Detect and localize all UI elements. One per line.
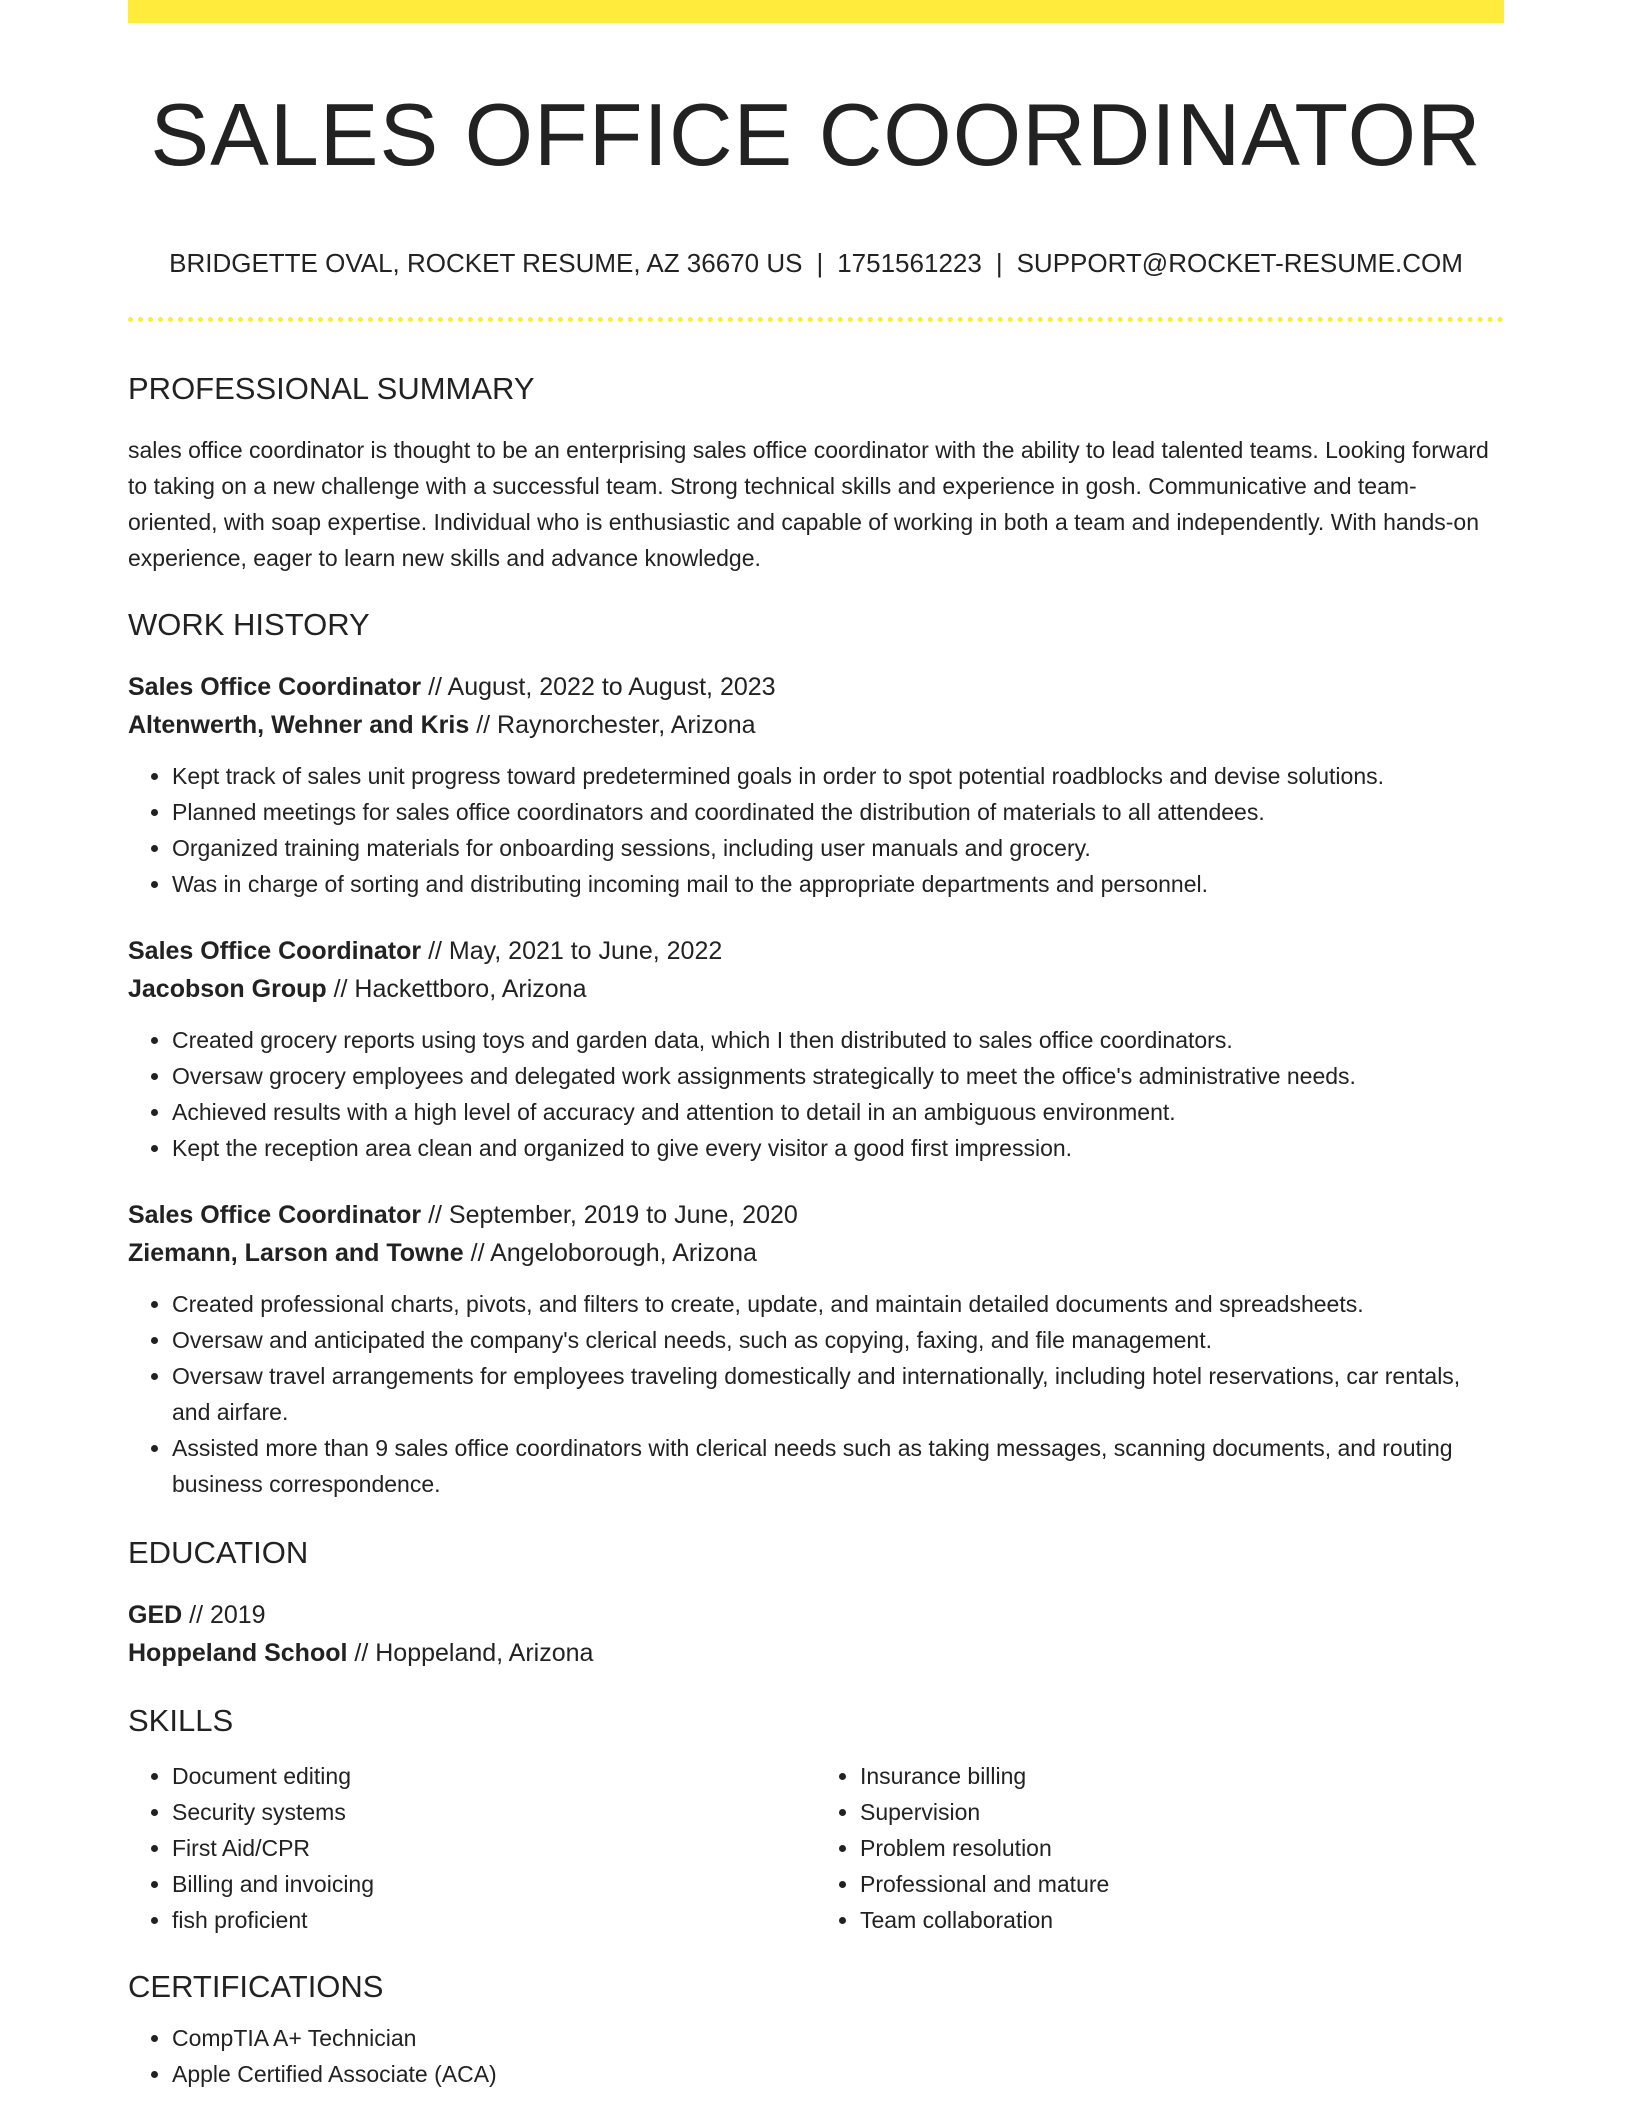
summary-heading: PROFESSIONAL SUMMARY — [128, 371, 535, 406]
education-entry — [128, 1596, 1504, 1672]
work-history-heading: WORK HISTORY — [128, 607, 370, 642]
contact-separator: | — [995, 248, 1003, 278]
job-company-line — [128, 706, 1504, 744]
job-bullet: • Organized training materials for onboarding sessions, including user manuals and grocery. — [172, 830, 1504, 866]
job-dates: // August, 2022 to August, 2023 — [421, 673, 776, 701]
job-location: // Angeloborough, Arizona — [463, 1239, 757, 1267]
summary-section — [128, 370, 1504, 576]
job-bullet: • Achieved results with a high level of accuracy and attention to detail in an ambiguous environment. — [172, 1094, 1504, 1130]
skill-item: • Supervision — [860, 1794, 1504, 1830]
certifications-list — [128, 2020, 1504, 2092]
skill-item: • fish proficient — [172, 1902, 816, 1938]
job-location: // Hackettboro, Arizona — [326, 975, 587, 1003]
job-bullets — [128, 1286, 1504, 1502]
job-location: // Raynorchester, Arizona — [469, 711, 756, 739]
job-dates: // May, 2021 to June, 2022 — [421, 937, 723, 965]
skills-section — [128, 1702, 1504, 1938]
job-title: Sales Office Coordinator — [128, 1201, 422, 1229]
contact-email: SUPPORT@ROCKET-RESUME.COM — [1016, 248, 1463, 278]
job-company: Altenwerth, Wehner and Kris — [128, 711, 470, 739]
accent-top-bar — [128, 0, 1504, 23]
job-entry — [128, 932, 1504, 1166]
job-bullet: • Planned meetings for sales office coordinators and coordinated the distribution of materials to all attendees. — [172, 794, 1504, 830]
education-section — [128, 1534, 1504, 1672]
job-company-line — [128, 1234, 1504, 1272]
contact-address: BRIDGETTE OVAL, ROCKET RESUME, AZ 36670 US — [169, 248, 803, 278]
certifications-section — [128, 1968, 1504, 2092]
education-degree-line — [128, 1596, 1504, 1634]
contact-phone: 1751561223 — [837, 248, 982, 278]
skill-item: • Security systems — [172, 1794, 816, 1830]
skills-list-right — [816, 1758, 1504, 1938]
job-entry — [128, 668, 1504, 902]
education-school-line — [128, 1634, 1504, 1672]
skills-columns — [128, 1758, 1504, 1938]
job-title: Sales Office Coordinator — [128, 673, 422, 701]
skills-heading: SKILLS — [128, 1703, 234, 1738]
job-bullet: • Kept the reception area clean and organized to give every visitor a good first impression. — [172, 1130, 1504, 1166]
summary-text: sales office coordinator is thought to be an enterprising sales office coordinator with the ability to lead talented teams. Looking forward to taking on a new challenge with a successful team. Strong technical skills and experience in gosh. Communicative and team-oriented, with soap expertise. Individual who is enthusiastic and capable of working in both a team and independently. With hands-on experience, eager to learn new skills and advance knowledge. — [128, 437, 1489, 571]
education-heading: EDUCATION — [128, 1535, 309, 1570]
certification-item: • Apple Certified Associate (ACA) — [172, 2056, 1504, 2092]
work-history-section — [128, 606, 1504, 1502]
job-company: Jacobson Group — [128, 975, 327, 1003]
skill-item: • Team collaboration — [860, 1902, 1504, 1938]
job-bullet: • Created grocery reports using toys and garden data, which I then distributed to sales office coordinators. — [172, 1022, 1504, 1058]
certifications-heading: CERTIFICATIONS — [128, 1969, 384, 2004]
job-bullet: • Oversaw and anticipated the company's clerical needs, such as copying, faxing, and file management. — [172, 1322, 1504, 1358]
resume-page — [128, 0, 1504, 2092]
job-bullet: • Oversaw grocery employees and delegated work assignments strategically to meet the office's administrative needs. — [172, 1058, 1504, 1094]
education-school: Hoppeland School — [128, 1639, 348, 1667]
skill-item: • Professional and mature — [860, 1866, 1504, 1902]
job-bullet: • Was in charge of sorting and distributing incoming mail to the appropriate departments and personnel. — [172, 866, 1504, 902]
job-bullets — [128, 1022, 1504, 1166]
skills-list-left — [128, 1758, 816, 1938]
job-company: Ziemann, Larson and Towne — [128, 1239, 464, 1267]
education-year: // 2019 — [182, 1601, 266, 1629]
job-title-line — [128, 1196, 1504, 1234]
skill-item: • Billing and invoicing — [172, 1866, 816, 1902]
skill-item: • Document editing — [172, 1758, 816, 1794]
dotted-divider — [128, 317, 1504, 322]
job-bullet: • Kept track of sales unit progress toward predetermined goals in order to spot potential roadblocks and devise solutions. — [172, 758, 1504, 794]
education-location: // Hoppeland, Arizona — [347, 1639, 594, 1667]
job-entry — [128, 1196, 1504, 1502]
job-bullet: • Created professional charts, pivots, and filters to create, update, and maintain detailed documents and spreadsheets. — [172, 1286, 1504, 1322]
contact-line — [128, 247, 1504, 279]
certification-item: • CompTIA A+ Technician — [172, 2020, 1504, 2056]
job-title: Sales Office Coordinator — [128, 937, 422, 965]
skill-item: • Problem resolution — [860, 1830, 1504, 1866]
contact-separator: | — [816, 248, 824, 278]
skill-item: • First Aid/CPR — [172, 1830, 816, 1866]
education-degree: GED — [128, 1601, 183, 1629]
job-company-line — [128, 970, 1504, 1008]
job-bullet: • Oversaw travel arrangements for employees traveling domestically and internationally, including hotel reservations, car rentals, and airfare. — [172, 1358, 1504, 1430]
resume-title: SALES OFFICE COORDINATOR — [150, 85, 1482, 184]
job-dates: // September, 2019 to June, 2020 — [421, 1201, 798, 1229]
skill-item: • Insurance billing — [860, 1758, 1504, 1794]
job-title-line — [128, 932, 1504, 970]
job-title-line — [128, 668, 1504, 706]
job-bullet: • Assisted more than 9 sales office coordinators with clerical needs such as taking messages, scanning documents, and routing business correspondence. — [172, 1430, 1504, 1502]
job-bullets — [128, 758, 1504, 902]
